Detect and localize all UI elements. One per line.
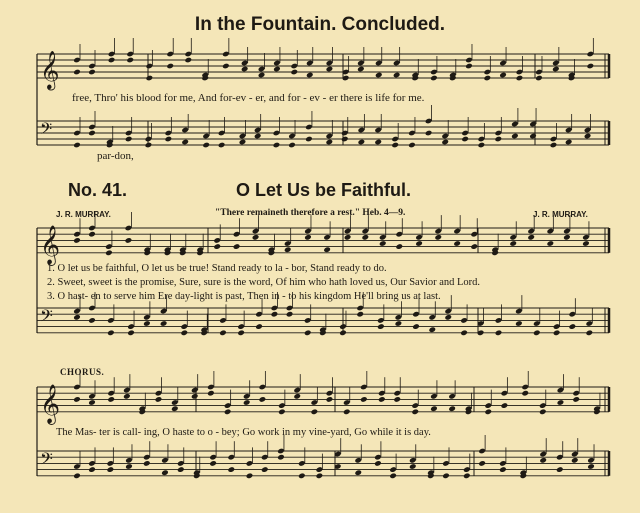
note-head — [465, 63, 473, 70]
note-head — [73, 237, 81, 244]
note-head — [378, 396, 386, 403]
treble-clef-icon: 𝄞 — [40, 224, 61, 265]
note-head — [495, 330, 503, 337]
note-head — [539, 409, 547, 416]
note-head — [88, 466, 96, 473]
note-head — [288, 142, 296, 149]
note-head — [88, 69, 96, 76]
note-head — [246, 473, 254, 480]
note-head — [499, 466, 507, 473]
note-head — [425, 130, 433, 137]
note-head — [539, 457, 547, 464]
note-head — [391, 142, 399, 149]
note-head — [258, 72, 266, 79]
hymn-title: O Let Us be Faithful. — [236, 180, 412, 200]
note-head — [409, 463, 417, 470]
note-head — [161, 469, 169, 476]
note-head — [415, 240, 423, 247]
note-head — [377, 323, 385, 330]
note-head — [582, 240, 590, 247]
note-head — [339, 330, 347, 337]
note-head — [293, 393, 301, 400]
note-head — [286, 311, 294, 318]
note-head — [478, 460, 486, 467]
note-head — [239, 139, 247, 146]
note-head — [356, 311, 364, 318]
note-head — [88, 231, 96, 238]
note-head — [305, 136, 313, 143]
note-head — [375, 72, 383, 79]
lyric-line-bass: par-don, — [97, 150, 134, 162]
note-head — [88, 399, 96, 406]
note-head — [374, 460, 382, 467]
note-head — [290, 69, 298, 76]
note-head — [160, 320, 168, 327]
note-head — [88, 317, 96, 324]
note-head — [126, 57, 134, 64]
note-head — [261, 466, 269, 473]
note-head — [571, 457, 579, 464]
note-head — [277, 454, 285, 461]
note-head — [146, 75, 154, 82]
note-head — [515, 320, 523, 327]
chorus-lyric: The Mas- ter is call- ing, O haste to o - bey; Go work in my vine-yard, Go while it is day. — [56, 427, 431, 438]
note-head — [255, 323, 263, 330]
note-head — [509, 240, 517, 247]
composer-credit-left: J. R. MURRAY. — [56, 210, 111, 219]
note-head — [316, 473, 324, 480]
note-head — [430, 75, 438, 82]
note-head — [357, 66, 365, 73]
note-head — [470, 243, 478, 250]
note-head — [273, 66, 281, 73]
verse-3: 3. O hast- en to serve him Ere day-light is past, Then in - to his kingdom He'll bring us at last. — [47, 291, 441, 302]
note-head — [171, 405, 179, 412]
note-head — [304, 234, 312, 241]
note-head — [521, 390, 529, 397]
note-head — [553, 330, 561, 337]
bass-clef-icon: 𝄢 — [40, 306, 53, 330]
note-head — [411, 409, 419, 416]
note-head — [535, 75, 543, 82]
note-head — [241, 66, 249, 73]
note-head — [395, 243, 403, 250]
note-head — [362, 234, 370, 241]
note-head — [587, 463, 595, 470]
note-head — [326, 396, 334, 403]
note-head — [181, 139, 189, 146]
verse-2: 2. Sweet, sweet is the promise, Sure, sure is the word, Of him who hath loved us, Our Savior and Lord. — [47, 277, 481, 288]
composer-credit-right: J. R. MURRAY. — [533, 210, 588, 219]
note-head — [123, 393, 131, 400]
note-head — [358, 139, 366, 146]
note-head — [484, 409, 492, 416]
note-head — [547, 240, 555, 247]
note-head — [478, 142, 486, 149]
note-head — [501, 402, 509, 409]
section-title: In the Fountain. Concluded. — [194, 14, 446, 35]
note-head — [271, 311, 279, 318]
note-head — [209, 460, 217, 467]
note-head — [278, 409, 286, 416]
note-head — [552, 66, 560, 73]
bass-clef-icon: 𝄢 — [40, 119, 53, 142]
note-head — [298, 473, 306, 480]
note-head — [73, 142, 81, 149]
note-head — [105, 250, 113, 257]
note-head — [565, 139, 573, 146]
note-head — [441, 139, 449, 146]
note-head — [557, 399, 565, 406]
note-head — [572, 396, 580, 403]
note-head — [180, 330, 188, 337]
note-head — [344, 234, 352, 241]
note-head — [127, 330, 135, 337]
note-head — [219, 330, 227, 337]
treble-clef-icon: 𝄞 — [40, 50, 60, 89]
note-head — [587, 63, 595, 70]
note-head — [252, 234, 260, 241]
note-head — [499, 72, 507, 79]
note-head — [563, 234, 571, 241]
note-head — [374, 139, 382, 146]
note-head — [511, 133, 519, 140]
note-head — [213, 243, 221, 250]
note-head — [326, 139, 334, 146]
note-head — [434, 234, 442, 241]
note-head — [166, 63, 174, 70]
note-head — [527, 234, 535, 241]
note-head — [125, 463, 133, 470]
note-head — [533, 330, 541, 337]
note-head — [389, 473, 397, 480]
note-head — [284, 246, 292, 253]
note-head — [107, 396, 115, 403]
note-head — [107, 330, 115, 337]
note-head — [259, 396, 267, 403]
note-head — [463, 473, 471, 480]
note-head — [306, 72, 314, 79]
note-head — [304, 330, 312, 337]
verse-1: 1. O let us be faithful, O let us be true! Stand ready to la - bor, Stand ready to do. — [47, 263, 387, 274]
note-head — [237, 330, 245, 337]
note-head — [73, 314, 81, 321]
note-head — [584, 133, 592, 140]
note-head — [556, 466, 564, 473]
note-head — [379, 240, 387, 247]
note-head — [550, 142, 558, 149]
note-head — [222, 63, 230, 70]
note-head — [254, 133, 262, 140]
note-head — [143, 320, 151, 327]
note-head — [412, 323, 420, 330]
note-head — [586, 330, 594, 337]
note-head — [108, 57, 116, 64]
epigraph: "There remaineth therefore a rest." Heb. 4—9. — [215, 208, 406, 218]
note-head — [516, 75, 524, 82]
note-head — [460, 330, 468, 337]
note-head — [393, 396, 401, 403]
note-head — [184, 57, 192, 64]
note-head — [224, 409, 232, 416]
note-head — [408, 142, 416, 149]
note-head — [233, 243, 241, 250]
note-head — [207, 390, 215, 397]
note-head — [343, 409, 351, 416]
note-head — [442, 473, 450, 480]
note-head — [484, 75, 492, 82]
note-head — [323, 246, 331, 253]
note-head — [360, 396, 368, 403]
note-head — [341, 136, 349, 143]
note-head — [354, 469, 362, 476]
note-head — [569, 323, 577, 330]
note-head — [73, 396, 81, 403]
note-head — [165, 136, 173, 143]
note-head — [107, 466, 115, 473]
note-head — [155, 396, 163, 403]
note-head — [273, 142, 281, 149]
treble-clef-icon: 𝄞 — [40, 383, 61, 424]
note-head — [191, 393, 199, 400]
note-head — [218, 142, 226, 149]
note-head — [395, 320, 403, 327]
note-head — [461, 136, 469, 143]
note-head — [311, 409, 319, 416]
note-head — [177, 466, 185, 473]
note-head — [125, 136, 133, 143]
note-head — [393, 72, 401, 79]
note-head — [143, 460, 151, 467]
note-head — [125, 237, 133, 244]
note-head — [453, 240, 461, 247]
note-head — [326, 66, 334, 73]
chorus-label: CHORUS. — [60, 367, 105, 377]
lyric-line: free, Thro' his blood for me, And for-ev - er, and for - ev - er there is life for me. — [72, 92, 425, 104]
note-head — [145, 142, 153, 149]
bass-clef-icon: 𝄢 — [40, 449, 53, 473]
note-head — [529, 133, 537, 140]
hymn-number: No. 41. — [68, 180, 128, 200]
note-head — [73, 473, 81, 480]
note-head — [73, 69, 81, 76]
note-head — [428, 326, 436, 333]
note-head — [202, 142, 210, 149]
note-head — [227, 466, 235, 473]
note-head — [430, 405, 438, 412]
note-head — [495, 136, 503, 143]
note-head — [243, 399, 251, 406]
note-head — [448, 405, 456, 412]
note-head — [88, 130, 96, 137]
note-head — [444, 314, 452, 321]
